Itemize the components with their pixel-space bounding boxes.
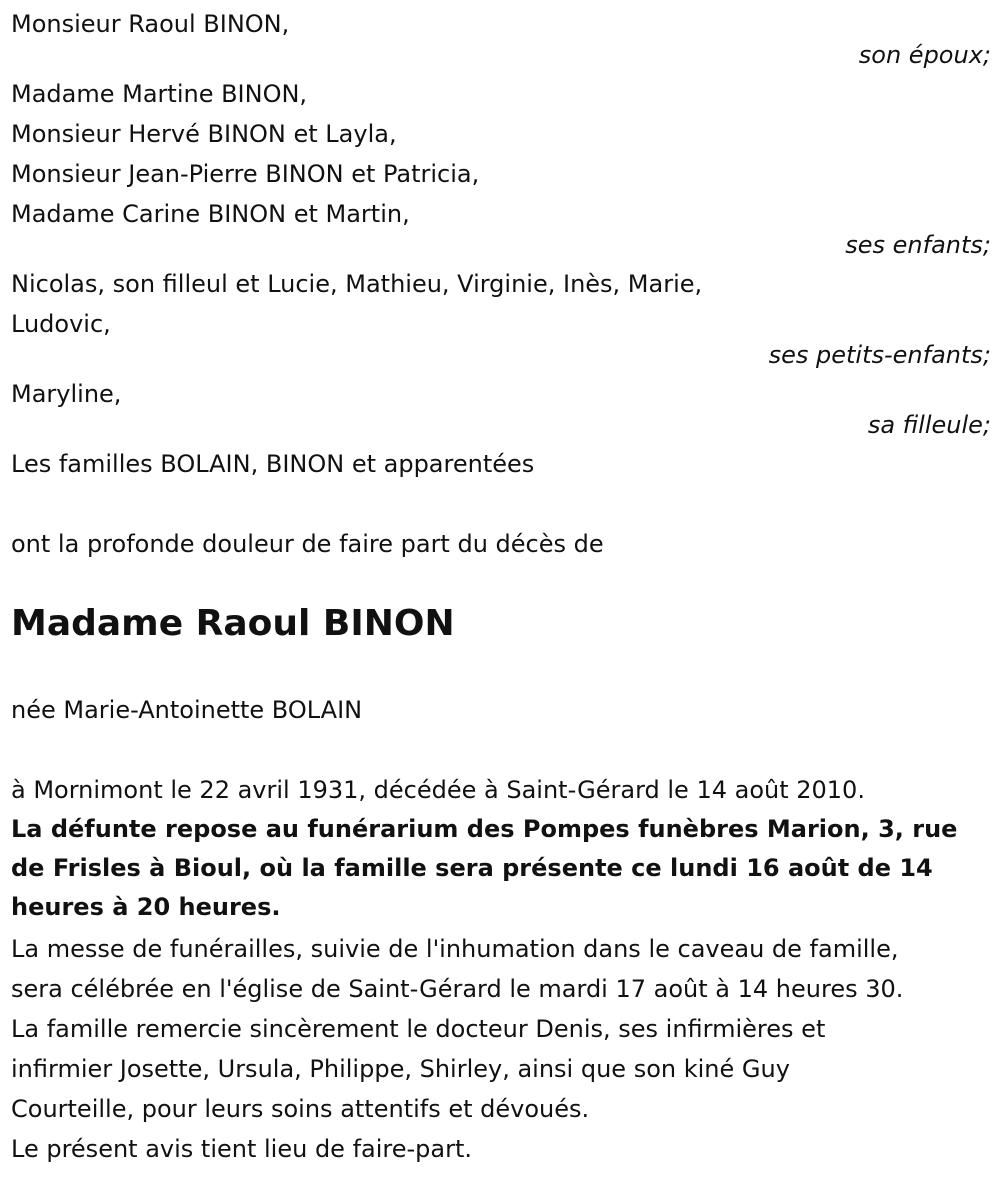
announcement-line: ont la profonde douleur de faire part du décès de	[11, 530, 604, 558]
child-name: Madame Martine BINON,	[11, 80, 308, 108]
child-name: Monsieur Jean-Pierre BINON et Patricia,	[11, 160, 480, 188]
spacer	[11, 484, 991, 524]
visitation-line: La défunte repose au funérarium des Pompes funèbres Marion, 3, rue	[11, 815, 958, 843]
child-name: Madame Carine BINON et Martin,	[11, 200, 410, 228]
grandchildren-line: Ludovic,	[11, 310, 111, 338]
spouse-name: Monsieur Raoul BINON,	[11, 10, 290, 38]
thanks-line: La famille remercie sincèrement le docteur Denis, ses infirmières et	[11, 1015, 826, 1043]
grandchildren-line: Nicolas, son filleul et Lucie, Mathieu, Virginie, Inès, Marie,	[11, 270, 703, 298]
families-line: Les familles BOLAIN, BINON et apparentées	[11, 450, 535, 478]
thanks-paragraph	[11, 1009, 991, 1129]
thanks-line: Courteille, pour leurs soins attentifs et dévoués.	[11, 1095, 590, 1123]
funeral-line: La messe de funérailles, suivie de l'inhumation dans le caveau de famille,	[11, 935, 899, 963]
funeral-line: sera célébrée en l'église de Saint-Gérard le mardi 17 août à 14 heures 30.	[11, 975, 904, 1003]
goddaughter-name: Maryline,	[11, 380, 122, 408]
visitation-line: de Frisles à Bioul, où la famille sera présente ce lundi 16 août de 14	[11, 854, 933, 882]
dates-line: à Mornimont le 22 avril 1931, décédée à Saint-Gérard le 14 août 2010.	[11, 776, 865, 804]
deceased-name: Madame Raoul BINON	[11, 603, 455, 644]
visitation-paragraph	[11, 810, 991, 927]
birth-name: née Marie-Antoinette BOLAIN	[11, 696, 363, 724]
thanks-line: infirmier Josette, Ursula, Philippe, Shirley, ainsi que son kiné Guy	[11, 1055, 790, 1083]
spouse-role: son époux;	[858, 41, 991, 69]
obituary-notice	[11, 4, 991, 1169]
closing-line: Le présent avis tient lieu de faire-part.	[11, 1135, 473, 1163]
funeral-paragraph	[11, 929, 991, 1009]
children-role: ses enfants;	[845, 231, 991, 259]
goddaughter-role: sa filleule;	[867, 411, 991, 439]
child-name: Monsieur Hervé BINON et Layla,	[11, 120, 397, 148]
visitation-line: heures à 20 heures.	[11, 893, 281, 921]
grandchildren-role: ses petits-enfants;	[768, 341, 991, 369]
